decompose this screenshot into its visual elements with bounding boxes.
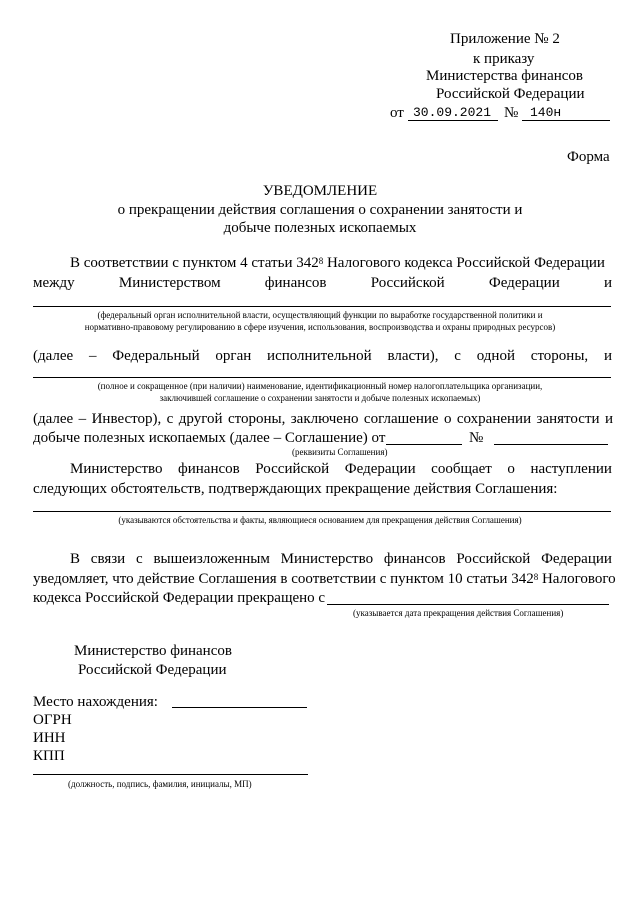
word: Федеральный <box>112 348 200 364</box>
word: одной <box>476 348 515 364</box>
word: Министерством <box>118 275 221 291</box>
signature-org-2: Российской Федерации <box>78 662 227 678</box>
signature-org-1: Министерство финансов <box>74 643 232 659</box>
order-number-underline <box>522 120 610 121</box>
word: (далее <box>33 348 74 364</box>
para3-line2-start: уведомляет, что действие Соглашения в соответствии с пунктом 10 статьи 342 <box>33 571 534 587</box>
word: Министерство <box>280 551 374 567</box>
word: исполнительной <box>267 348 372 364</box>
word: орган <box>215 348 252 364</box>
location-label: Место нахождения: <box>33 694 158 710</box>
note-agreement: (реквизиты Соглашения) <box>292 447 388 457</box>
federal-body-line <box>33 306 611 307</box>
word: с <box>454 348 461 364</box>
agreement-number-line <box>494 444 608 445</box>
investor-line <box>33 377 611 378</box>
header-line-4: Российской Федерации <box>436 86 585 102</box>
para2-line2: следующих обстоятельств, подтверждающих прекращение действия Соглашения: <box>33 481 558 497</box>
word: Федерации <box>488 275 560 291</box>
para3-line3: кодекса Российской Федерации прекращено с <box>33 590 326 606</box>
circumstances-line <box>33 511 611 512</box>
order-number: 140н <box>530 105 562 120</box>
word: Российской <box>255 461 330 477</box>
ogrn-label: ОГРН <box>33 712 72 728</box>
inn-label: ИНН <box>33 730 66 746</box>
order-from-label: от <box>390 105 404 121</box>
word: наступлении <box>530 461 612 477</box>
termination-date-line <box>327 604 609 605</box>
word: стороны, <box>530 348 589 364</box>
agreement-no-label: № <box>469 430 484 446</box>
para1-line4: (далее – Инвестор), с другой стороны, заключено соглашение о сохранении занятости и <box>33 411 613 427</box>
word: о <box>507 461 515 477</box>
word: финансов <box>383 551 446 567</box>
para3-superscript: 8 <box>533 572 539 582</box>
word: и <box>603 275 612 291</box>
header-line-2: к приказу <box>473 51 535 67</box>
form-label: Форма <box>567 149 610 165</box>
para3-line2 <box>33 570 616 588</box>
order-date-underline <box>408 120 498 121</box>
note-investor-1: (полное и сокращенное (при наличии) наименование, идентификационный номер налогоплательщика организации, <box>97 381 543 391</box>
note-circumstances: (указываются обстоятельства и факты, являющиеся основанием для прекращения действия Соглашения) <box>118 515 522 525</box>
doc-subtitle-2: добыче полезных ископаемых <box>223 220 417 236</box>
para3-line1 <box>70 550 612 568</box>
word: финансов <box>178 461 240 477</box>
location-line <box>172 707 307 708</box>
word: между <box>33 275 75 291</box>
word: связи <box>90 551 126 567</box>
para1-superscript: 8 <box>318 256 324 266</box>
para1-line5: добыче полезных ископаемых (далее – Соглашение) от <box>33 430 386 446</box>
para1-line1 <box>70 254 605 272</box>
word: вышеизложенным <box>153 551 270 567</box>
order-date: 30.09.2021 <box>413 105 492 120</box>
note-investor-2: заключившей соглашение о сохранении занятости и добыче полезных ископаемых) <box>159 393 481 403</box>
note-termination-date: (указывается дата прекращения действия Соглашения) <box>353 608 564 618</box>
agreement-date-line <box>386 444 462 445</box>
note-federal-body-1: (федеральный орган исполнительной власти, осуществляющий функции по выработке государственной политики и <box>97 310 543 320</box>
word: с <box>135 551 143 567</box>
para3-line2-end: Налогового <box>538 571 616 587</box>
doc-subtitle-1: о прекращении действия соглашения о сохранении занятости и <box>117 202 523 218</box>
word: Российской <box>456 551 531 567</box>
header-line-3: Министерства финансов <box>426 68 583 84</box>
word: и <box>603 348 612 364</box>
word: Федерации <box>541 551 612 567</box>
word: В <box>70 551 81 567</box>
header-line-1: Приложение № 2 <box>450 31 560 47</box>
word: Министерство <box>70 461 163 477</box>
word: – <box>89 348 97 364</box>
word: финансов <box>264 275 327 291</box>
para2-line1 <box>70 460 612 478</box>
para1-line3 <box>33 347 612 365</box>
doc-title: УВЕДОМЛЕНИЕ <box>262 183 378 199</box>
word: Российской <box>370 275 445 291</box>
word: Федерации <box>344 461 416 477</box>
para1-line1-start: В соответствии с пунктом 4 статьи 342 <box>70 255 319 271</box>
kpp-label: КПП <box>33 748 65 764</box>
word: сообщает <box>431 461 492 477</box>
para1-line2 <box>33 274 612 292</box>
note-signature: (должность, подпись, фамилия, инициалы, МП) <box>68 779 252 789</box>
word: власти), <box>387 348 439 364</box>
order-no-label: № <box>504 105 519 121</box>
para1-line1-end: Налогового кодекса Российской Федерации <box>323 255 605 271</box>
signature-line <box>33 774 308 775</box>
note-federal-body-2: нормативно-правовому регулированию в сфере изучения, использования, воспроизводства и охраны природных ресурсов) <box>84 322 556 332</box>
